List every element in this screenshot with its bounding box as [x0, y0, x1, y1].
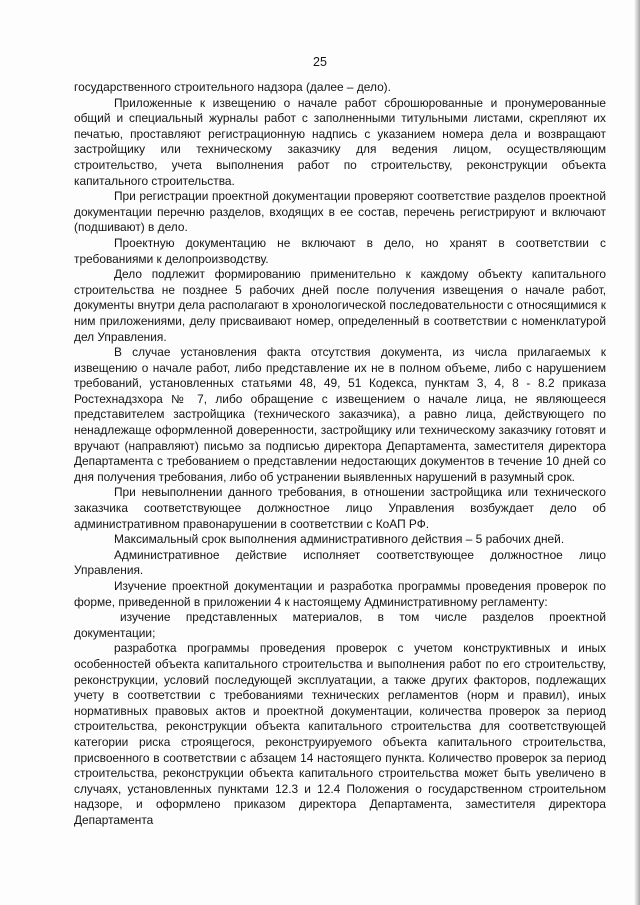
body-text — [74, 80, 606, 829]
paragraph: При невыполнении данного требования, в отношении застройщика или технического заказчика соответствующее должностное лицо Управления возбуждает дело об административном правонарушении в соответствии с КоАП РФ. — [74, 485, 606, 531]
paragraph: Максимальный срок выполнения административного действия – 5 рабочих дней. — [114, 532, 565, 547]
paragraph: разработка программы проведения проверок с учетом конструктивных и иных особенностей объекта капитального строительства и выполнения работ по его строительству, реконструкции, условий последующей эксплуатации, а также других факторов, подлежащих учету в соответствии с требованиями технических регламентов (норм и правил), иных нормативных правовых актов и проектной документации, количества проверок за период строительства, реконструкции объекта капитального строительства для соответствующей категории риска строящегося, реконструируемого объекта капитального строительства, присвоенного в соответствии с абзацем 14 настоящего пункта. Количество проверок за период строительства, реконструкции объекта капитального строительства может быть увеличено в случаях, установленных пунктами 12.3 и 12.4 Положения о государственном строительном надзоре, и оформлено приказом директора Департамента, заместителя директора Департамента — [74, 641, 606, 827]
paragraph: государственного строительного надзора (далее – дело). — [74, 80, 391, 94]
paragraph: Изучение проектной документации и разработка программы проведения проверок по форме, приведенной в приложении 4 к настоящему Административному регламенту: — [74, 579, 606, 609]
paragraph: Проектную документацию не включают в дело, но хранят в соответствии с требованиями к делопроизводству. — [74, 235, 606, 266]
paragraph: Административное действие исполняет соответствующее должностное лицо Управления. — [74, 547, 606, 578]
paragraph: изучение представленных материалов, в том числе разделов проектной документации; — [74, 610, 606, 640]
paragraph: При регистрации проектной документации проверяют соответствие разделов проектной документации перечню разделов, входящих в ее состав, перечень регистрируют и включают (подшивают) в дело. — [74, 189, 606, 235]
scan-edge-shadow — [634, 0, 640, 905]
paragraph: Дело подлежит формированию применительно к каждому объекту капитального строительства не позднее 5 рабочих дней после получения извещения о начале работ, документы внутри дела располагают в хронологической последовательности с относящимися к ним приложениями, делу присваивают номер, определенный в соответствии с номенклатурой дел Управления. — [74, 267, 606, 344]
page-number: 25 — [313, 55, 327, 69]
paragraph: В случае установления факта отсутствия документа, из числа прилагаемых к извещению о начале работ, либо представление их не в полном объеме, либо с нарушением требований, установленных статьями 48, 49, 51 Кодекса, пунктам 3, 4, 8 - 8.2 приказа Ростехнадзхора № 7, либо обращение с извещением о начале лица, не являющееся представителем застройщика (технического заказчика), а равно лица, действующего по ненадлежаще оформленной доверенности, застройщику или техническому заказчику готовят и вручают (направляют) письмо за подписью директора Департамента, заместителя директора Департамента с требованием о представлении недостающих документов в течение 10 дней со дня получения требования, либо об устранении выявленных нарушений в разумный срок. — [74, 345, 606, 484]
paragraph: Приложенные к извещению о начале работ сброшюрованные и пронумерованные общий и специальный журналы работ с заполненными титульными листами, скрепляют их печатью, проставляют регистрационную надпись с указанием номера дела и возвращают застройщику или техническому заказчику для ведения лицом, осуществляющим строительство, учета выполнения работ по строительству, реконструкции объекта капитального строительства. — [74, 95, 606, 188]
